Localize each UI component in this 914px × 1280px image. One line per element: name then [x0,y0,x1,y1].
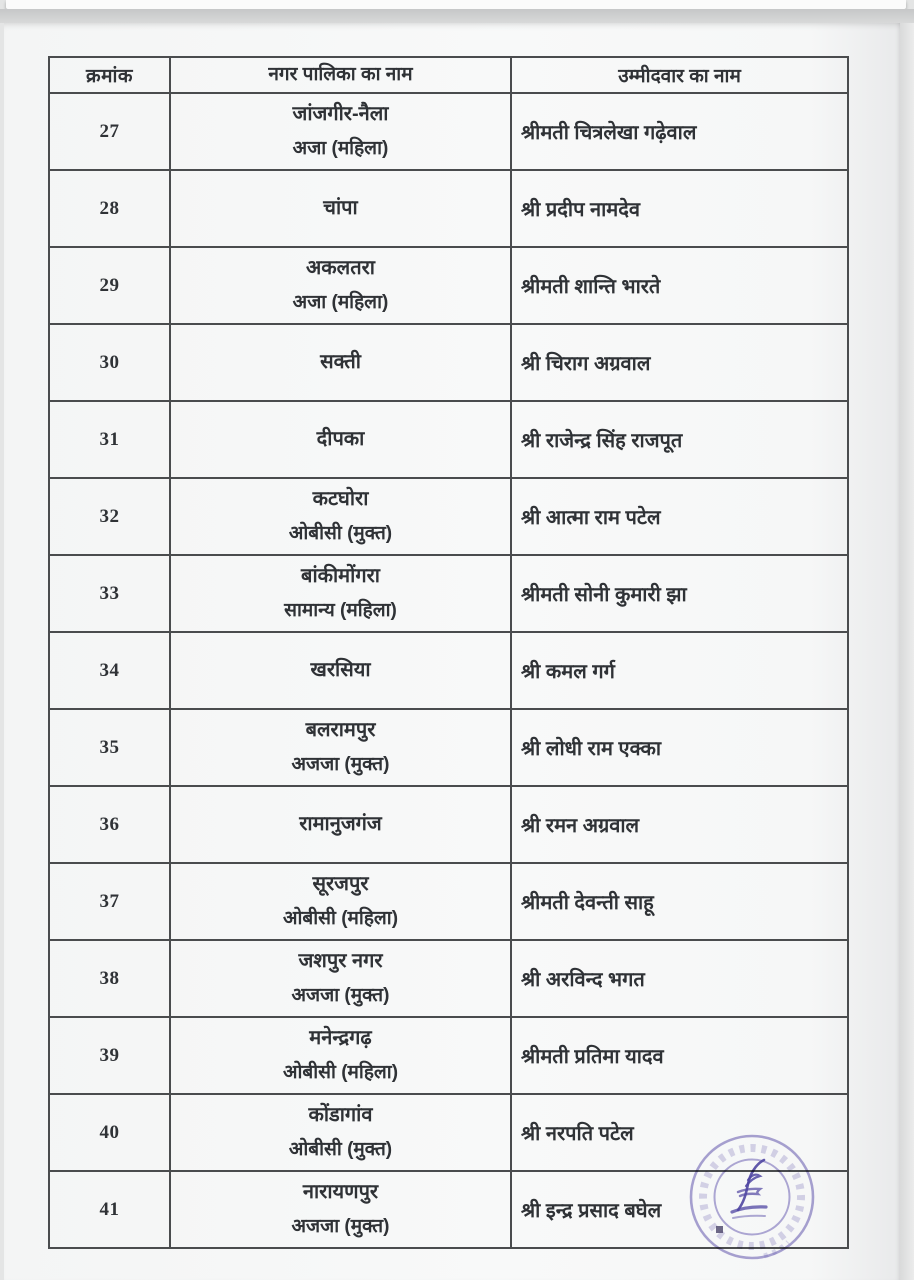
municipality-cell [171,556,512,631]
header-municipality: नगर पालिका का नाम [171,58,512,92]
municipality-cell [171,325,512,400]
municipality-name: जशपुर नगर [298,950,383,973]
serial-cell: 34 [50,633,171,708]
reservation-category: अजजा (मुक्त) [291,1216,390,1238]
municipality-name: बांकीमोंगरा [301,565,380,588]
municipality-name: कटघोरा [312,488,369,511]
candidates-table [48,56,849,1249]
candidate-cell: श्री रमन अग्रवाल [521,815,640,837]
municipality-cell [171,248,512,323]
header-candidate: उम्मीदवार का नाम [618,66,741,87]
serial-cell: 39 [50,1018,171,1093]
table-row [50,708,847,785]
municipality-name: अकलतरा [306,257,375,280]
reservation-category: ओबीसी (मुक्त) [288,523,393,545]
serial-cell: 37 [50,864,171,939]
municipality-name: दीपका [316,428,365,450]
official-stamp-icon [686,1130,820,1270]
candidate-cell: श्री कमल गर्ग [521,661,615,683]
previous-page-edge [6,0,906,9]
municipality-name: रामानुजगंज [299,813,382,835]
municipality-cell [171,864,512,939]
municipality-cell [171,1172,512,1247]
candidate-cell: श्रीमती प्रतिमा यादव [521,1046,664,1068]
serial-cell: 40 [50,1095,171,1170]
serial-cell: 35 [50,710,171,785]
reservation-category: अजजा (मुक्त) [291,754,390,776]
page-gap [0,9,914,23]
table-row [50,631,847,708]
municipality-name: मनेन्द्रगढ़ [309,1027,372,1050]
candidate-cell: श्री चिराग अग्रवाल [521,353,651,375]
municipality-cell [171,402,512,477]
table-row [50,477,847,554]
municipality-cell [171,787,512,862]
serial-cell: 32 [50,479,171,554]
header-serial: क्रमांक [50,58,171,92]
municipality-name: नारायणपुर [302,1181,379,1204]
municipality-name: सक्ती [320,351,361,373]
municipality-name: सूरजपुर [312,873,369,896]
table-row [50,1016,847,1093]
candidate-cell: श्री राजेन्द्र सिंह राजपूत [521,430,683,452]
serial-cell: 36 [50,787,171,862]
candidate-cell: श्री इन्द्र प्रसाद बघेल [521,1200,662,1222]
municipality-cell [171,171,512,246]
table-row [50,246,847,323]
municipality-name: कोंडागांव [308,1104,373,1127]
serial-cell: 29 [50,248,171,323]
serial-cell: 28 [50,171,171,246]
candidate-cell: श्री आत्मा राम पटेल [521,507,661,529]
reservation-category: ओबीसी (महिला) [282,908,399,930]
candidate-cell: श्री अरविन्द भगत [521,969,645,991]
serial-cell: 30 [50,325,171,400]
table-row [50,400,847,477]
table-header-row [50,58,847,92]
reservation-category: अजा (महिला) [292,138,389,160]
candidate-cell: श्री लोधी राम एक्का [521,738,662,760]
municipality-name: जांजगीर-नैला [292,103,389,126]
municipality-cell [171,941,512,1016]
candidate-cell: श्रीमती शान्ति भारते [521,276,661,298]
municipality-cell [171,479,512,554]
candidate-cell: श्री नरपति पटेल [521,1123,634,1145]
table-row [50,939,847,1016]
reservation-category: ओबीसी (महिला) [282,1062,399,1084]
municipality-name: खरसिया [310,659,371,681]
candidate-cell: श्रीमती देवन्ती साहू [521,892,654,914]
candidate-cell: श्री प्रदीप नामदेव [521,199,640,221]
table-row [50,323,847,400]
serial-cell: 31 [50,402,171,477]
table-row [50,862,847,939]
stamp-ink-blot [716,1226,723,1233]
serial-cell: 41 [50,1172,171,1247]
candidate-cell: श्रीमती सोनी कुमारी झा [521,584,687,606]
municipality-cell [171,710,512,785]
table-row [50,554,847,631]
table-row [50,785,847,862]
serial-cell: 38 [50,941,171,1016]
table-row [50,92,847,169]
candidate-cell: श्रीमती चित्रलेखा गढ़ेवाल [521,122,697,144]
reservation-category: ओबीसी (मुक्त) [288,1139,393,1161]
reservation-category: अजा (महिला) [292,292,389,314]
serial-cell: 27 [50,94,171,169]
municipality-name: बलरामपुर [305,719,376,742]
serial-cell: 33 [50,556,171,631]
reservation-category: अजजा (मुक्त) [291,985,390,1007]
municipality-cell [171,1018,512,1093]
table-row [50,169,847,246]
municipality-cell [171,633,512,708]
page-right-shadow [900,23,914,1280]
municipality-cell [171,94,512,169]
municipality-cell [171,1095,512,1170]
reservation-category: सामान्य (महिला) [284,600,397,622]
municipality-name: चांपा [323,197,358,219]
